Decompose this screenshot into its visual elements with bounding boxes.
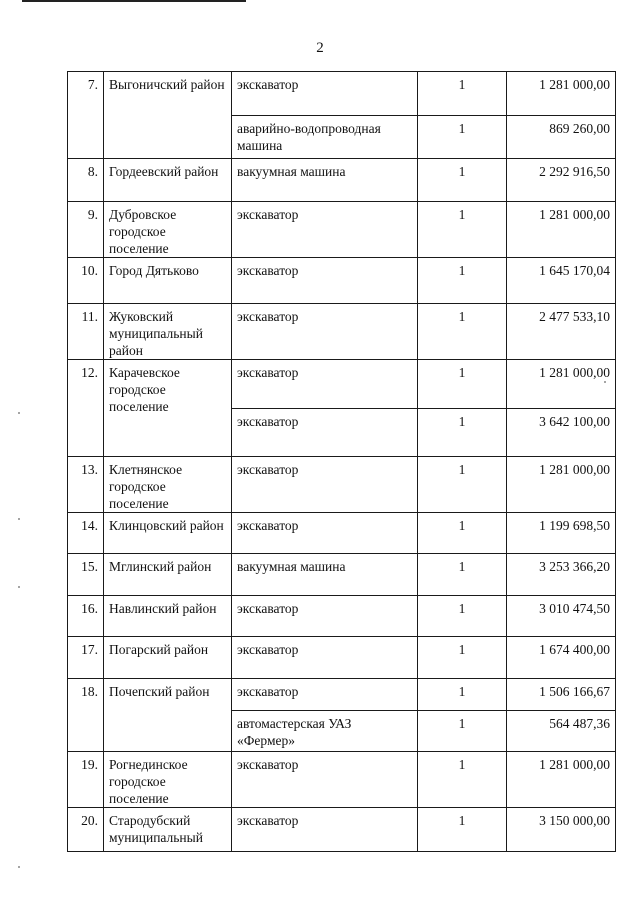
municipality-name: Мглинский район xyxy=(104,554,232,596)
quantity: 1 xyxy=(418,457,507,513)
top-rule xyxy=(22,0,246,2)
amount: 3 150 000,00 xyxy=(507,808,616,852)
allocation-table xyxy=(67,71,616,852)
row-number: 12. xyxy=(68,360,104,457)
municipality-name: Стародубский муниципальный xyxy=(104,808,232,852)
amount: 1 645 170,04 xyxy=(507,258,616,304)
quantity: 1 xyxy=(418,72,507,116)
table-row xyxy=(68,304,616,360)
quantity: 1 xyxy=(418,808,507,852)
equipment-name: экскаватор xyxy=(232,457,418,513)
row-number: 18. xyxy=(68,679,104,752)
quantity: 1 xyxy=(418,679,507,711)
table-row xyxy=(68,159,616,202)
amount: 1 281 000,00 xyxy=(507,72,616,116)
municipality-name: Выгоничский район xyxy=(104,72,232,159)
table-row xyxy=(68,457,616,513)
municipality-name: Почепский район xyxy=(104,679,232,752)
equipment-name: экскаватор xyxy=(232,202,418,258)
equipment-name: экскаватор xyxy=(232,679,418,711)
page-number: 2 xyxy=(316,40,324,56)
row-number: 16. xyxy=(68,596,104,637)
quantity: 1 xyxy=(418,304,507,360)
equipment-name: экскаватор xyxy=(232,72,418,116)
table-row xyxy=(68,202,616,258)
row-number: 17. xyxy=(68,637,104,679)
quantity: 1 xyxy=(418,637,507,679)
row-number: 15. xyxy=(68,554,104,596)
municipality-name: Навлинский район xyxy=(104,596,232,637)
equipment-name: экскаватор xyxy=(232,513,418,554)
table-row xyxy=(68,596,616,637)
row-number: 8. xyxy=(68,159,104,202)
equipment-name: экскаватор xyxy=(232,808,418,852)
municipality-name: Город Дятьково xyxy=(104,258,232,304)
equipment-name: аварийно-водопроводная машина xyxy=(232,116,418,159)
equipment-name: вакуумная машина xyxy=(232,554,418,596)
quantity: 1 xyxy=(418,258,507,304)
table-row xyxy=(68,360,616,409)
table-row xyxy=(68,637,616,679)
table-row xyxy=(68,513,616,554)
amount: 869 260,00 xyxy=(507,116,616,159)
table-row xyxy=(68,752,616,808)
table-row xyxy=(68,72,616,116)
table-row xyxy=(68,808,616,852)
equipment-name: экскаватор xyxy=(232,752,418,808)
equipment-name: экскаватор xyxy=(232,360,418,409)
amount: 1 281 000,00 xyxy=(507,360,616,409)
amount: 1 281 000,00 xyxy=(507,457,616,513)
amount: 2 477 533,10 xyxy=(507,304,616,360)
amount: 1 199 698,50 xyxy=(507,513,616,554)
quantity: 1 xyxy=(418,752,507,808)
equipment-name: экскаватор xyxy=(232,304,418,360)
equipment-name: вакуумная машина xyxy=(232,159,418,202)
row-number: 13. xyxy=(68,457,104,513)
municipality-name: Дубровское городское поселение xyxy=(104,202,232,258)
municipality-name: Погарский район xyxy=(104,637,232,679)
table-row xyxy=(68,554,616,596)
equipment-name: экскаватор xyxy=(232,258,418,304)
table-row xyxy=(68,679,616,711)
scan-speck xyxy=(18,586,20,588)
row-number: 14. xyxy=(68,513,104,554)
amount: 1 674 400,00 xyxy=(507,637,616,679)
equipment-name: экскаватор xyxy=(232,596,418,637)
amount: 1 506 166,67 xyxy=(507,679,616,711)
equipment-name: экскаватор xyxy=(232,409,418,457)
scan-speck xyxy=(18,412,20,414)
amount: 1 281 000,00 xyxy=(507,202,616,258)
row-number: 19. xyxy=(68,752,104,808)
municipality-name: Рогнединское городское поселение xyxy=(104,752,232,808)
row-number: 7. xyxy=(68,72,104,159)
municipality-name: Клинцовский район xyxy=(104,513,232,554)
amount: 3 642 100,00 xyxy=(507,409,616,457)
equipment-name: экскаватор xyxy=(232,637,418,679)
row-number: 10. xyxy=(68,258,104,304)
amount: 564 487,36 xyxy=(507,711,616,752)
quantity: 1 xyxy=(418,360,507,409)
quantity: 1 xyxy=(418,409,507,457)
quantity: 1 xyxy=(418,513,507,554)
quantity: 1 xyxy=(418,159,507,202)
row-number: 11. xyxy=(68,304,104,360)
quantity: 1 xyxy=(418,711,507,752)
quantity: 1 xyxy=(418,202,507,258)
amount: 3 010 474,50 xyxy=(507,596,616,637)
row-number: 20. xyxy=(68,808,104,852)
amount: 2 292 916,50 xyxy=(507,159,616,202)
equipment-name: автомастерская УАЗ «Фермер» xyxy=(232,711,418,752)
municipality-name: Гордеевский район xyxy=(104,159,232,202)
table-row xyxy=(68,258,616,304)
amount: 3 253 366,20 xyxy=(507,554,616,596)
municipality-name: Клетнянское городское поселение xyxy=(104,457,232,513)
scan-speck xyxy=(604,381,606,383)
scan-speck xyxy=(18,518,20,520)
row-number: 9. xyxy=(68,202,104,258)
quantity: 1 xyxy=(418,116,507,159)
municipality-name: Карачевское городское поселение xyxy=(104,360,232,457)
scan-speck xyxy=(18,866,20,868)
municipality-name: Жуковский муниципальный район xyxy=(104,304,232,360)
quantity: 1 xyxy=(418,596,507,637)
amount: 1 281 000,00 xyxy=(507,752,616,808)
quantity: 1 xyxy=(418,554,507,596)
